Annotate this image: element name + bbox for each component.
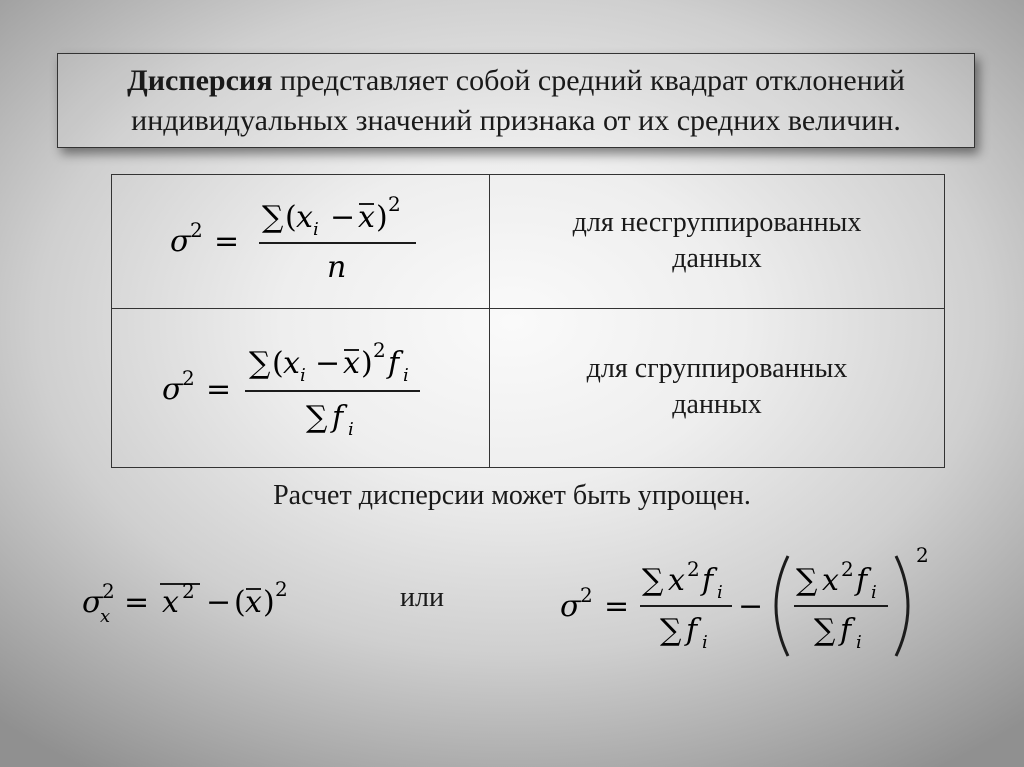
svg-text:f: f — [840, 613, 852, 648]
definition-text-1: представляет собой средний квадрат отклонений — [272, 63, 905, 97]
svg-text:2: 2 — [916, 543, 929, 567]
or-word: или — [400, 582, 444, 613]
svg-text:): ) — [361, 346, 373, 381]
svg-text:i: i — [313, 219, 319, 240]
svg-text:x: x — [162, 585, 179, 620]
svg-text:∑: ∑ — [306, 400, 328, 435]
svg-text:i: i — [717, 582, 723, 603]
svg-text:x: x — [358, 200, 375, 235]
description-ungrouped — [490, 175, 945, 309]
definition-line-1 — [127, 61, 905, 101]
svg-text:): ) — [263, 585, 275, 620]
description-grouped — [490, 309, 945, 468]
svg-text:−: − — [206, 585, 232, 620]
svg-text:∑: ∑ — [262, 200, 284, 235]
description-grouped-line-1: для сгруппированных — [586, 353, 848, 384]
svg-text:f: f — [388, 346, 400, 381]
description-grouped-line-2: данных — [672, 389, 762, 420]
svg-text:(: ( — [272, 346, 284, 381]
svg-text:σ: σ — [560, 589, 581, 624]
svg-text:i: i — [403, 365, 409, 386]
svg-text:x: x — [343, 346, 360, 381]
svg-text:f: f — [686, 613, 698, 648]
svg-text:2: 2 — [687, 557, 700, 581]
svg-text:=: = — [124, 585, 150, 620]
svg-text:(: ( — [285, 200, 297, 235]
svg-text:=: = — [604, 589, 630, 624]
svg-text:x: x — [668, 563, 685, 598]
formula-grouped-graphic — [112, 309, 489, 462]
svg-text:n: n — [327, 250, 347, 285]
description-ungrouped-line-1: для несгруппированных — [572, 207, 862, 238]
formula-table — [111, 174, 945, 468]
svg-text:−: − — [738, 589, 764, 624]
formula-ungrouped-graphic — [112, 175, 489, 303]
table-row — [112, 175, 945, 309]
svg-text:∑: ∑ — [249, 346, 271, 381]
svg-text:): ) — [376, 200, 388, 235]
svg-text:x: x — [822, 563, 839, 598]
svg-text:∑: ∑ — [660, 613, 682, 648]
svg-text:σ: σ — [170, 224, 191, 259]
svg-text:2: 2 — [182, 366, 195, 390]
svg-text:2: 2 — [373, 338, 386, 362]
svg-text:f: f — [856, 563, 868, 598]
svg-text:2: 2 — [182, 579, 195, 603]
svg-text:∑: ∑ — [814, 613, 836, 648]
formula-simplified-right — [556, 540, 936, 670]
svg-text:2: 2 — [190, 218, 203, 242]
svg-text:σ: σ — [82, 585, 103, 620]
svg-text:∑: ∑ — [642, 563, 664, 598]
svg-text:−: − — [315, 346, 341, 381]
svg-text:2: 2 — [275, 577, 288, 601]
svg-text:−: − — [330, 200, 356, 235]
formula-simplified-left — [78, 568, 318, 638]
svg-text:2: 2 — [388, 192, 401, 216]
svg-text:2: 2 — [102, 579, 115, 603]
svg-text:σ: σ — [162, 372, 183, 407]
definition-box — [57, 53, 975, 148]
svg-text:i: i — [871, 582, 877, 603]
svg-text:2: 2 — [841, 557, 854, 581]
svg-text:x: x — [296, 200, 313, 235]
formula-grouped — [112, 309, 490, 468]
svg-text:(: ( — [234, 585, 246, 620]
definition-term: Дисперсия — [127, 63, 273, 97]
svg-text:x: x — [283, 346, 300, 381]
svg-text:x: x — [100, 606, 111, 627]
svg-text:x: x — [245, 585, 262, 620]
svg-text:i: i — [300, 365, 306, 386]
svg-text:i: i — [856, 632, 862, 653]
svg-text:=: = — [206, 372, 232, 407]
definition-line-2: индивидуальных значений признака от их средних величин. — [131, 103, 901, 137]
svg-text:i: i — [348, 419, 354, 440]
simplification-note: Расчет дисперсии может быть упрощен. — [273, 480, 751, 511]
svg-text:=: = — [214, 224, 240, 259]
svg-text:i: i — [702, 632, 708, 653]
svg-text:f: f — [332, 400, 344, 435]
table-row — [112, 309, 945, 468]
svg-text:f: f — [702, 563, 714, 598]
svg-text:∑: ∑ — [796, 563, 818, 598]
description-ungrouped-line-2: данных — [672, 243, 762, 274]
svg-text:2: 2 — [580, 583, 593, 607]
formula-ungrouped — [112, 175, 490, 309]
